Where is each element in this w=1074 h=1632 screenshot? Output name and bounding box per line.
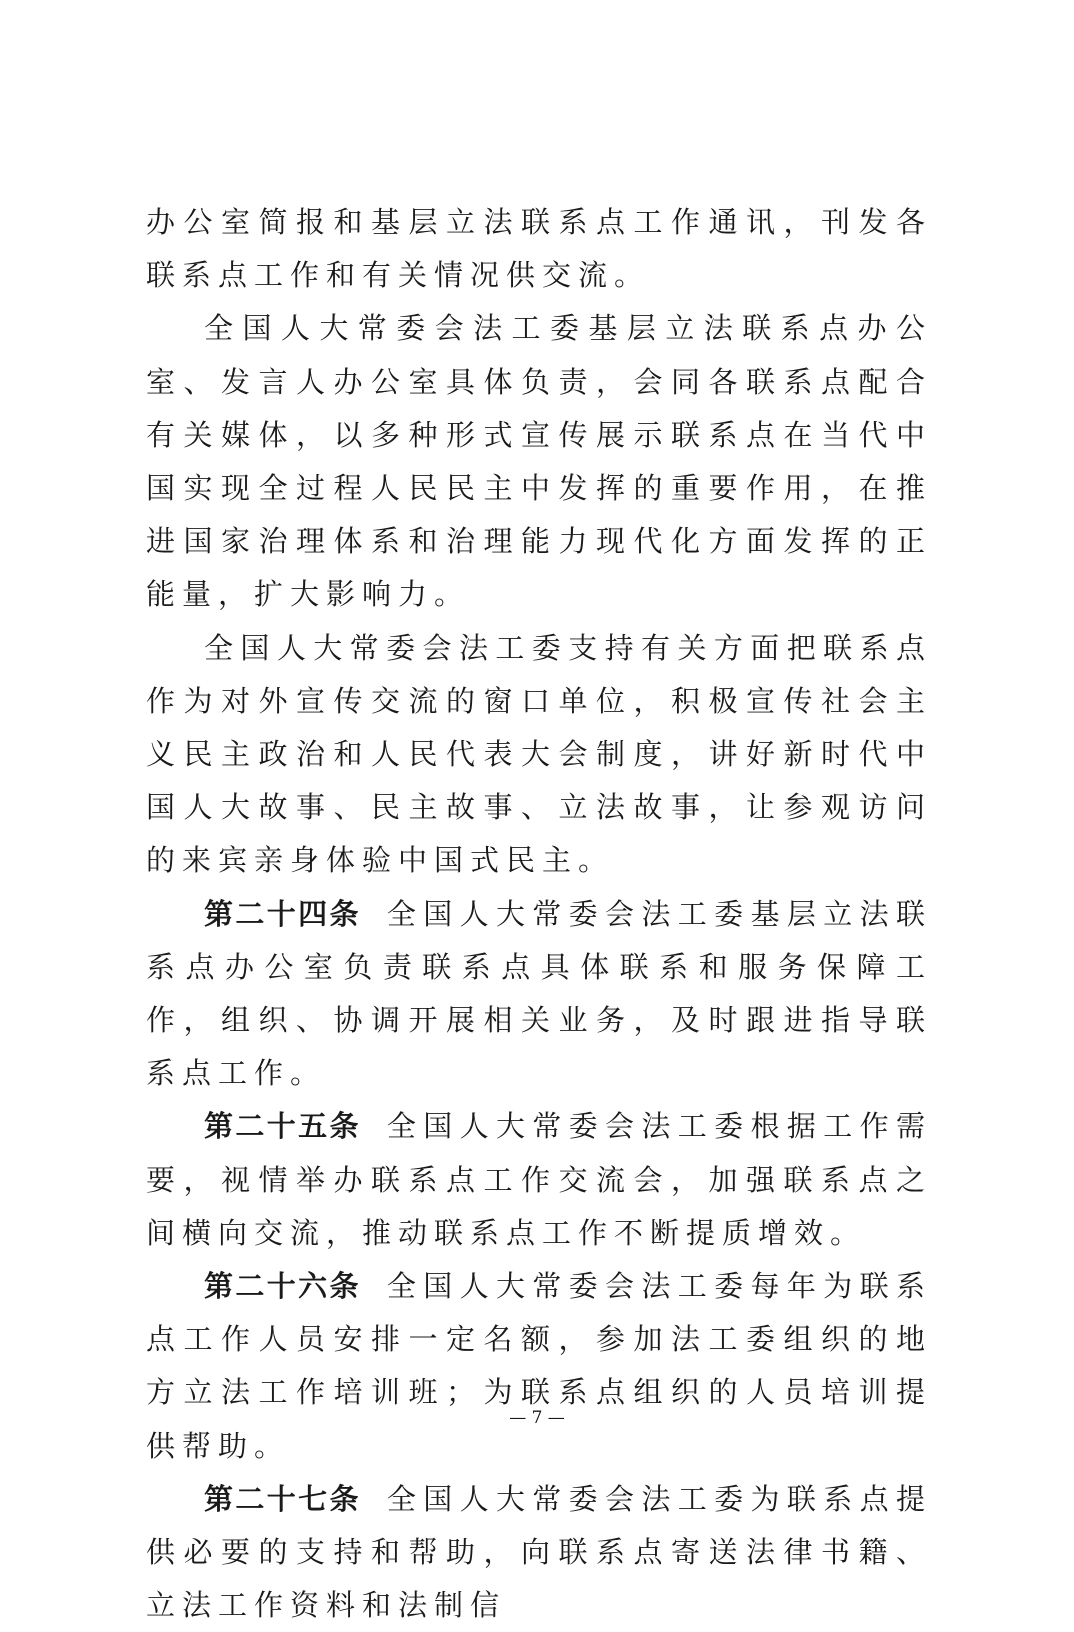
paragraph-text: 办公室简报和基层立法联系点工作通讯，刊发各联系点工作和有关情况供交流。: [146, 205, 932, 293]
article-text: 全国人大常委会法工委基层立法联系点办公室负责联系点具体联系和服务保障工作，组织、协调开展相关业务，及时跟进指导联系点工作。: [146, 896, 932, 1091]
article-26: [146, 1260, 932, 1473]
article-number: 第二十四条: [204, 896, 361, 931]
article-text: 全国人大常委会法工委根据工作需要，视情举办联系点工作交流会，加强联系点之间横向交流，推动联系点工作不断提质增效。: [146, 1109, 932, 1250]
article-text: 全国人大常委会法工委为联系点提供必要的支持和帮助，向联系点寄送法律书籍、立法工作资料和法制信: [146, 1481, 932, 1623]
paragraph-external-exchange: [146, 622, 932, 888]
article-number: 第二十七条: [204, 1481, 361, 1516]
article-number: 第二十六条: [204, 1269, 361, 1304]
paragraph-text: 全国人大常委会法工委支持有关方面把联系点作为对外宣传交流的窗口单位，积极宣传社会主义民主政治和人民代表大会制度，讲好新时代中国人大故事、民主故事、立法故事，让参观访问的来宾亲身体验中国式民主。: [146, 630, 932, 878]
article-25: [146, 1100, 932, 1260]
article-number: 第二十五条: [204, 1109, 361, 1144]
page-number: — 7 —: [509, 1408, 565, 1428]
article-27: [146, 1473, 932, 1632]
paragraph-continuation: [146, 196, 932, 302]
article-text: 全国人大常委会法工委每年为联系点工作人员安排一定名额，参加法工委组织的地方立法工作培训班；为联系点组织的人员培训提供帮助。: [146, 1269, 932, 1463]
paragraph-text: 全国人大常委会法工委基层立法联系点办公室、发言人办公室具体负责，会同各联系点配合有关媒体，以多种形式宣传展示联系点在当代中国实现全过程人民民主中发挥的重要作用，在推进国家治理体系和治理能力现代化方面发挥的正能量，扩大影响力。: [146, 311, 932, 612]
paragraph-publicity: [146, 302, 932, 621]
article-24: [146, 888, 932, 1101]
